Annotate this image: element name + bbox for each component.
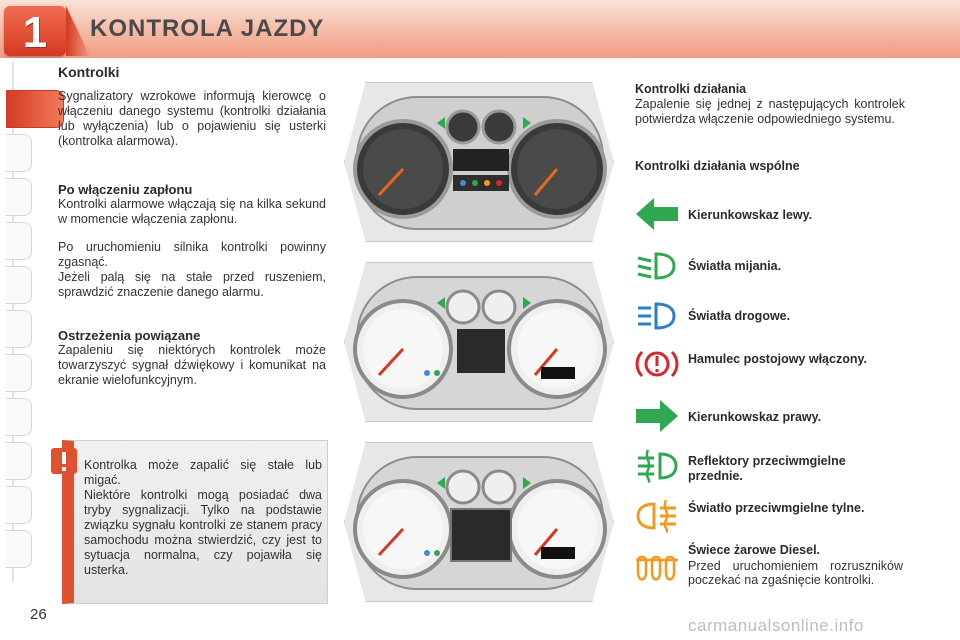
high-beam-icon	[634, 298, 680, 334]
indicator-label-high-beam: Światła drogowe.	[688, 309, 791, 323]
warnings-paragraph: Zapaleniu się niektórych kontrolek może towarzyszyć sygnał dźwiękowy i komunikat na ekranie wielofunkcyjnym.	[58, 343, 326, 387]
side-tab-chapter-4[interactable]	[6, 222, 32, 260]
front-fog-icon	[634, 448, 680, 484]
page-header	[0, 0, 960, 58]
ops-paragraph: Zapalenie się jednej z następujących kontrolek potwierdza włączenie odpowiedniego systemu.	[635, 97, 905, 126]
page-title: KONTROLA JAZDY	[90, 15, 325, 42]
indicator-label-front-fog: Reflektory przeciwmgielne przednie.	[688, 454, 846, 483]
glow-plug-icon	[634, 552, 680, 588]
side-tab-chapter-10[interactable]	[6, 486, 32, 524]
ops-title: Kontrolki działania	[635, 82, 747, 96]
low-beam-icon	[634, 248, 680, 284]
side-tab-chapter-6[interactable]	[6, 310, 32, 348]
instrument-cluster-image-1	[344, 82, 614, 242]
ignition-paragraph-1: Kontrolki alarmowe włączają się na kilka sekund w momencie włączenia zapłonu.	[58, 197, 326, 226]
warnings-title: Ostrzeżenia powiązane	[58, 328, 201, 343]
chapter-number: 1	[22, 8, 48, 57]
side-tab-chapter-9[interactable]	[6, 442, 32, 480]
side-tab-chapter-5[interactable]	[6, 266, 32, 304]
instrument-cluster-image-3	[344, 442, 614, 602]
indicator-label-low-beam: Światła mijania.	[688, 259, 782, 273]
side-tab-chapter-3[interactable]	[6, 178, 32, 216]
note-paragraph-1: Kontrolka może zapalić się stałe lub migać.	[84, 458, 322, 487]
side-tab-chapter-2[interactable]	[6, 134, 32, 172]
chapter-badge	[4, 6, 66, 56]
side-tab-chapter-1[interactable]	[6, 90, 64, 128]
ignition-paragraph-3: Jeżeli palą się na stałe przed ruszeniem, sprawdzić znaczenie danego alarmu.	[58, 270, 326, 299]
side-tab-chapter-11[interactable]	[6, 530, 32, 568]
indicator-label-glow-plug: Świece żarowe Diesel.	[688, 543, 821, 557]
indicator-label-left-turn: Kierunkowskaz lewy.	[688, 208, 813, 222]
right-arrow-icon	[634, 398, 680, 434]
indicator-label-parking-brake: Hamulec postojowy włączony.	[688, 352, 867, 366]
watermark: carmanualsonline.info	[688, 616, 864, 635]
ignition-title: Po włączeniu zapłonu	[58, 182, 193, 197]
indicator-label-rear-fog: Światło przeciwmgielne tylne.	[688, 501, 865, 515]
indicator-desc-glow-plug: Przed uruchomieniem rozruszników poczekać na zgaśnięcie kontrolki.	[688, 559, 903, 587]
instrument-cluster-image-2	[344, 262, 614, 422]
left-arrow-icon	[634, 196, 680, 232]
side-tab-strip	[0, 62, 34, 582]
section-title-kontrolki: Kontrolki	[58, 64, 120, 80]
exclamation-icon	[50, 447, 78, 475]
page-number: 26	[30, 606, 47, 623]
parking-brake-icon	[634, 346, 680, 382]
ignition-paragraph-2: Po uruchomieniu silnika kontrolki powinny zgasnąć.	[58, 240, 326, 269]
rear-fog-icon	[634, 498, 680, 534]
note-paragraph-2: Niektóre kontrolki mogą posiadać dwa tryby sygnalizacji. Tylko na podstawie związku sygnału kontrolki ze stanem pracy samochodu można stwierdzić, czy jest to sytuacja normalna, czy pojawiła się usterka.	[84, 488, 322, 577]
side-tab-chapter-8[interactable]	[6, 398, 32, 436]
side-tab-chapter-7[interactable]	[6, 354, 32, 392]
intro-paragraph: Sygnalizatory wzrokowe informują kierowcę o włączeniu danego systemu (kontrolki działania lub wyłączenia) lub o pojawieniu się usterki (kontrolka alarmowa).	[58, 89, 326, 148]
header-tab-decoration	[66, 6, 90, 56]
common-title: Kontrolki działania wspólne	[635, 159, 800, 173]
indicator-label-right-turn: Kierunkowskaz prawy.	[688, 410, 822, 424]
